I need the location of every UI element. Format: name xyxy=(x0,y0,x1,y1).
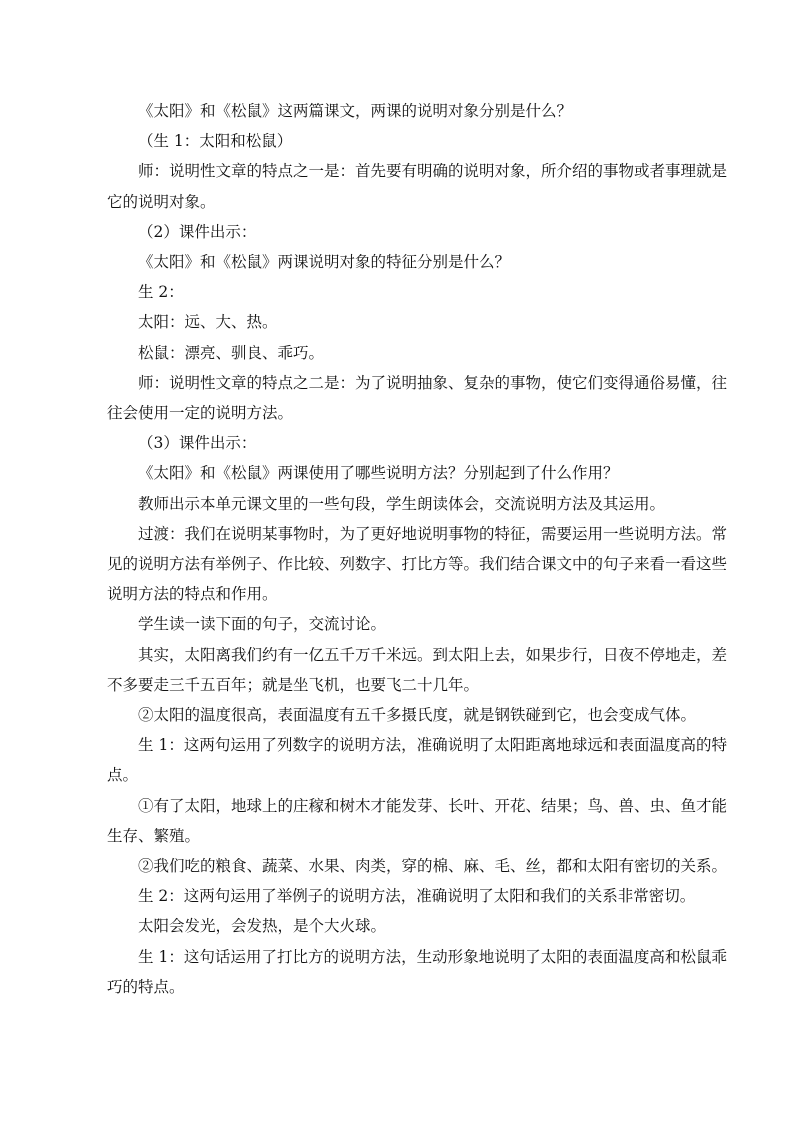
step-heading: （2）课件出示： xyxy=(138,222,257,241)
transition-paragraph: 过渡：我们在说明某事物时，为了更好地说明事物的特征，需要运用一些说明方法。常见的说明方法有举例子、作比较、列数字、打比方等。我们结合课文中的句子来看一看这些说明方法的特点和作用。 xyxy=(107,524,728,604)
student-label: 生 2： xyxy=(138,283,184,302)
student-answer: 生 2：这两句运用了举例子的说明方法，准确说明了太阳和我们的关系非常密切。 xyxy=(138,887,696,906)
question-paragraph: 《太阳》和《松鼠》这两篇课文，两课的说明对象分别是什么？ xyxy=(138,102,573,120)
teacher-remark: 师：说明性文章的特点之一是：首先要有明确的说明对象，所介绍的事物或者事理就是它的说明对象。 xyxy=(107,162,728,211)
student-answer: （生 1：太阳和松鼠） xyxy=(138,132,293,151)
example-sentence: 太阳会发光，会发热，是个大火球。 xyxy=(138,917,387,936)
document-body xyxy=(107,96,727,1002)
question-paragraph: 《太阳》和《松鼠》两课说明对象的特征分别是什么？ xyxy=(138,253,511,272)
example-sentence: 其实，太阳离我们约有一亿五千万千米远。到太阳上去，如果步行，日夜不停地走，差不多要走三千五百年；就是坐飞机，也要飞二十几年。 xyxy=(107,645,728,694)
instruction-paragraph: 教师出示本单元课文里的一些句段，学生朗读体会，交流说明方法及其运用。 xyxy=(138,494,666,513)
instruction-paragraph: 学生读一读下面的句子，交流讨论。 xyxy=(138,615,387,634)
student-answer: 生 1：这句话运用了打比方的说明方法，生动形象地说明了太阳的表面温度高和松鼠乖巧的特点。 xyxy=(107,947,727,996)
example-sentence: ①有了太阳，地球上的庄稼和树木才能发芽、长叶、开花、结果；鸟、兽、虫、鱼才能生存、繁殖。 xyxy=(107,796,728,845)
feature-line: 太阳：远、大、热。 xyxy=(138,313,278,332)
student-answer: 生 1：这两句运用了列数字的说明方法，准确说明了太阳距离地球远和表面温度高的特点。 xyxy=(107,736,727,785)
teacher-remark: 师：说明性文章的特点之二是：为了说明抽象、复杂的事物，使它们变得通俗易懂，往往会使用一定的说明方法。 xyxy=(107,373,728,423)
question-paragraph: 《太阳》和《松鼠》两课使用了哪些说明方法？分别起到了什么作用？ xyxy=(138,464,619,483)
example-sentence: ②我们吃的粮食、蔬菜、水果、肉类，穿的棉、麻、毛、丝，都和太阳有密切的关系。 xyxy=(138,857,728,876)
feature-line: 松鼠：漂亮、驯良、乖巧。 xyxy=(138,343,325,362)
step-heading: （3）课件出示： xyxy=(138,434,257,453)
example-sentence: ②太阳的温度很高，表面温度有五千多摄氏度，就是钢铁碰到它，也会变成气体。 xyxy=(138,706,697,725)
